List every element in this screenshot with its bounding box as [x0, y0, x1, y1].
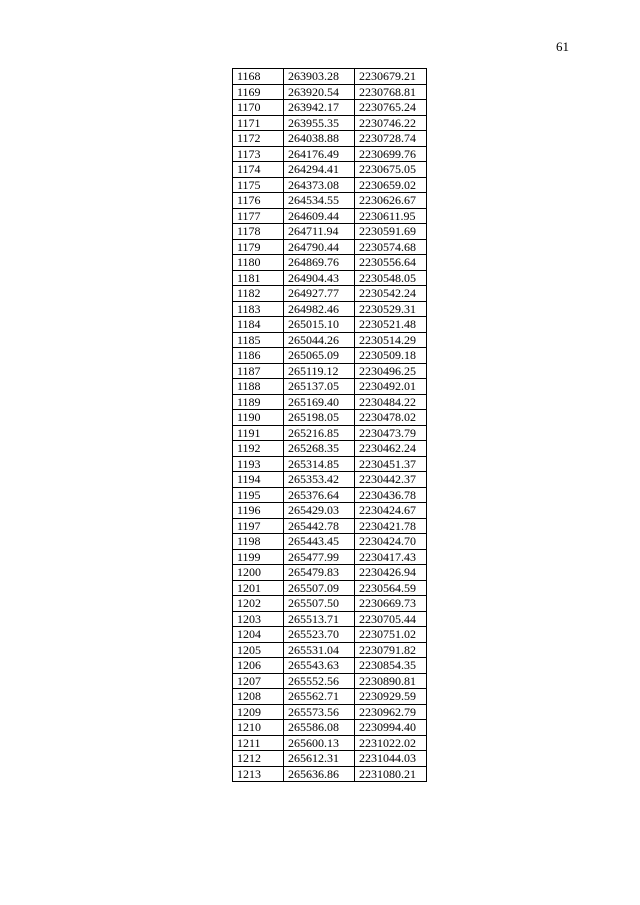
table-row [233, 394, 427, 410]
table-row [233, 580, 427, 596]
x-coordinate-cell: 264373.08 [284, 177, 355, 193]
x-coordinate-cell: 265636.86 [284, 766, 355, 782]
point-id-cell: 1204 [233, 627, 284, 643]
table-row [233, 332, 427, 348]
x-coordinate-cell: 264711.94 [284, 224, 355, 240]
x-coordinate-cell: 264609.44 [284, 208, 355, 224]
table-row [233, 286, 427, 302]
table-row [233, 410, 427, 426]
point-id-cell: 1180 [233, 255, 284, 271]
page-number: 61 [556, 39, 569, 54]
y-coordinate-cell: 2230542.24 [355, 286, 427, 302]
point-id-cell: 1203 [233, 611, 284, 627]
y-coordinate-cell: 2230728.74 [355, 131, 427, 147]
point-id-cell: 1199 [233, 549, 284, 565]
table-row [233, 115, 427, 131]
x-coordinate-cell: 265523.70 [284, 627, 355, 643]
point-id-cell: 1211 [233, 735, 284, 751]
point-id-cell: 1207 [233, 673, 284, 689]
x-coordinate-cell: 265479.83 [284, 565, 355, 581]
point-id-cell: 1178 [233, 224, 284, 240]
table-row [233, 301, 427, 317]
x-coordinate-cell: 265443.45 [284, 534, 355, 550]
point-id-cell: 1187 [233, 363, 284, 379]
point-id-cell: 1183 [233, 301, 284, 317]
point-id-cell: 1170 [233, 100, 284, 116]
point-id-cell: 1212 [233, 751, 284, 767]
x-coordinate-cell: 265044.26 [284, 332, 355, 348]
y-coordinate-cell: 2230626.67 [355, 193, 427, 209]
point-id-cell: 1195 [233, 487, 284, 503]
y-coordinate-cell: 2230496.25 [355, 363, 427, 379]
x-coordinate-cell: 265543.63 [284, 658, 355, 674]
x-coordinate-cell: 265169.40 [284, 394, 355, 410]
y-coordinate-cell: 2230591.69 [355, 224, 427, 240]
y-coordinate-cell: 2230746.22 [355, 115, 427, 131]
x-coordinate-cell: 263942.17 [284, 100, 355, 116]
x-coordinate-cell: 265612.31 [284, 751, 355, 767]
x-coordinate-cell: 264982.46 [284, 301, 355, 317]
table-row [233, 379, 427, 395]
y-coordinate-cell: 2230462.24 [355, 441, 427, 457]
y-coordinate-cell: 2230675.05 [355, 162, 427, 178]
y-coordinate-cell: 2230426.94 [355, 565, 427, 581]
y-coordinate-cell: 2230994.40 [355, 720, 427, 736]
y-coordinate-cell: 2230611.95 [355, 208, 427, 224]
table-row [233, 549, 427, 565]
point-id-cell: 1186 [233, 348, 284, 364]
y-coordinate-cell: 2230564.59 [355, 580, 427, 596]
table-row [233, 348, 427, 364]
x-coordinate-cell: 265552.56 [284, 673, 355, 689]
x-coordinate-cell: 263903.28 [284, 69, 355, 85]
x-coordinate-cell: 265065.09 [284, 348, 355, 364]
x-coordinate-cell: 264294.41 [284, 162, 355, 178]
point-id-cell: 1197 [233, 518, 284, 534]
y-coordinate-cell: 2230679.21 [355, 69, 427, 85]
y-coordinate-cell: 2230492.01 [355, 379, 427, 395]
x-coordinate-cell: 265600.13 [284, 735, 355, 751]
point-id-cell: 1205 [233, 642, 284, 658]
y-coordinate-cell: 2230478.02 [355, 410, 427, 426]
x-coordinate-cell: 265119.12 [284, 363, 355, 379]
point-id-cell: 1213 [233, 766, 284, 782]
y-coordinate-cell: 2231080.21 [355, 766, 427, 782]
table-row [233, 441, 427, 457]
x-coordinate-cell: 264038.88 [284, 131, 355, 147]
y-coordinate-cell: 2230705.44 [355, 611, 427, 627]
point-id-cell: 1184 [233, 317, 284, 333]
y-coordinate-cell: 2230669.73 [355, 596, 427, 612]
point-id-cell: 1190 [233, 410, 284, 426]
table-row [233, 642, 427, 658]
y-coordinate-cell: 2230442.37 [355, 472, 427, 488]
table-row [233, 100, 427, 116]
point-id-cell: 1185 [233, 332, 284, 348]
y-coordinate-cell: 2230473.79 [355, 425, 427, 441]
table-row [233, 69, 427, 85]
coordinate-table [232, 68, 427, 782]
table-row [233, 751, 427, 767]
y-coordinate-cell: 2230768.81 [355, 84, 427, 100]
y-coordinate-cell: 2230574.68 [355, 239, 427, 255]
x-coordinate-cell: 265015.10 [284, 317, 355, 333]
x-coordinate-cell: 265198.05 [284, 410, 355, 426]
y-coordinate-cell: 2230699.76 [355, 146, 427, 162]
table-row [233, 317, 427, 333]
x-coordinate-cell: 265513.71 [284, 611, 355, 627]
table-row [233, 534, 427, 550]
table-row [233, 735, 427, 751]
point-id-cell: 1210 [233, 720, 284, 736]
table-row [233, 658, 427, 674]
x-coordinate-cell: 265507.09 [284, 580, 355, 596]
y-coordinate-cell: 2230929.59 [355, 689, 427, 705]
table-row [233, 193, 427, 209]
y-coordinate-cell: 2230765.24 [355, 100, 427, 116]
x-coordinate-cell: 264927.77 [284, 286, 355, 302]
point-id-cell: 1194 [233, 472, 284, 488]
x-coordinate-cell: 264904.43 [284, 270, 355, 286]
point-id-cell: 1198 [233, 534, 284, 550]
x-coordinate-cell: 265429.03 [284, 503, 355, 519]
point-id-cell: 1189 [233, 394, 284, 410]
point-id-cell: 1202 [233, 596, 284, 612]
table-row [233, 270, 427, 286]
y-coordinate-cell: 2230514.29 [355, 332, 427, 348]
table-row [233, 503, 427, 519]
y-coordinate-cell: 2230791.82 [355, 642, 427, 658]
y-coordinate-cell: 2230436.78 [355, 487, 427, 503]
y-coordinate-cell: 2230509.18 [355, 348, 427, 364]
table-row [233, 487, 427, 503]
table-row [233, 224, 427, 240]
x-coordinate-cell: 265573.56 [284, 704, 355, 720]
table-row [233, 456, 427, 472]
x-coordinate-cell: 263955.35 [284, 115, 355, 131]
y-coordinate-cell: 2230854.35 [355, 658, 427, 674]
point-id-cell: 1174 [233, 162, 284, 178]
x-coordinate-cell: 263920.54 [284, 84, 355, 100]
table-row [233, 611, 427, 627]
y-coordinate-cell: 2230962.79 [355, 704, 427, 720]
y-coordinate-cell: 2230424.67 [355, 503, 427, 519]
table-row [233, 255, 427, 271]
table-row [233, 518, 427, 534]
table-row [233, 363, 427, 379]
x-coordinate-cell: 264869.76 [284, 255, 355, 271]
table-row [233, 177, 427, 193]
point-id-cell: 1201 [233, 580, 284, 596]
table-row [233, 596, 427, 612]
y-coordinate-cell: 2230751.02 [355, 627, 427, 643]
y-coordinate-cell: 2230890.81 [355, 673, 427, 689]
point-id-cell: 1188 [233, 379, 284, 395]
x-coordinate-cell: 265376.64 [284, 487, 355, 503]
x-coordinate-cell: 265586.08 [284, 720, 355, 736]
x-coordinate-cell: 265216.85 [284, 425, 355, 441]
point-id-cell: 1172 [233, 131, 284, 147]
table-row [233, 239, 427, 255]
table-row [233, 766, 427, 782]
point-id-cell: 1179 [233, 239, 284, 255]
table-row [233, 704, 427, 720]
point-id-cell: 1193 [233, 456, 284, 472]
y-coordinate-cell: 2230424.70 [355, 534, 427, 550]
x-coordinate-cell: 264534.55 [284, 193, 355, 209]
point-id-cell: 1168 [233, 69, 284, 85]
point-id-cell: 1173 [233, 146, 284, 162]
x-coordinate-cell: 265562.71 [284, 689, 355, 705]
y-coordinate-cell: 2230484.22 [355, 394, 427, 410]
point-id-cell: 1182 [233, 286, 284, 302]
table-row [233, 565, 427, 581]
point-id-cell: 1196 [233, 503, 284, 519]
table-row [233, 146, 427, 162]
y-coordinate-cell: 2230529.31 [355, 301, 427, 317]
point-id-cell: 1192 [233, 441, 284, 457]
table-row [233, 162, 427, 178]
x-coordinate-cell: 265507.50 [284, 596, 355, 612]
table-row [233, 472, 427, 488]
y-coordinate-cell: 2230548.05 [355, 270, 427, 286]
y-coordinate-cell: 2230556.64 [355, 255, 427, 271]
point-id-cell: 1191 [233, 425, 284, 441]
point-id-cell: 1176 [233, 193, 284, 209]
x-coordinate-cell: 264790.44 [284, 239, 355, 255]
point-id-cell: 1209 [233, 704, 284, 720]
point-id-cell: 1169 [233, 84, 284, 100]
point-id-cell: 1208 [233, 689, 284, 705]
y-coordinate-cell: 2230421.78 [355, 518, 427, 534]
point-id-cell: 1175 [233, 177, 284, 193]
x-coordinate-cell: 265314.85 [284, 456, 355, 472]
table-row [233, 720, 427, 736]
y-coordinate-cell: 2230451.37 [355, 456, 427, 472]
x-coordinate-cell: 265137.05 [284, 379, 355, 395]
table-row [233, 425, 427, 441]
point-id-cell: 1200 [233, 565, 284, 581]
x-coordinate-cell: 265531.04 [284, 642, 355, 658]
coordinate-table-body [233, 69, 427, 782]
point-id-cell: 1181 [233, 270, 284, 286]
table-row [233, 84, 427, 100]
table-row [233, 131, 427, 147]
y-coordinate-cell: 2231044.03 [355, 751, 427, 767]
y-coordinate-cell: 2230521.48 [355, 317, 427, 333]
table-row [233, 208, 427, 224]
x-coordinate-cell: 265353.42 [284, 472, 355, 488]
x-coordinate-cell: 265442.78 [284, 518, 355, 534]
point-id-cell: 1177 [233, 208, 284, 224]
x-coordinate-cell: 265268.35 [284, 441, 355, 457]
point-id-cell: 1171 [233, 115, 284, 131]
x-coordinate-cell: 265477.99 [284, 549, 355, 565]
point-id-cell: 1206 [233, 658, 284, 674]
table-row [233, 689, 427, 705]
x-coordinate-cell: 264176.49 [284, 146, 355, 162]
table-row [233, 627, 427, 643]
y-coordinate-cell: 2231022.02 [355, 735, 427, 751]
table-row [233, 673, 427, 689]
y-coordinate-cell: 2230659.02 [355, 177, 427, 193]
y-coordinate-cell: 2230417.43 [355, 549, 427, 565]
